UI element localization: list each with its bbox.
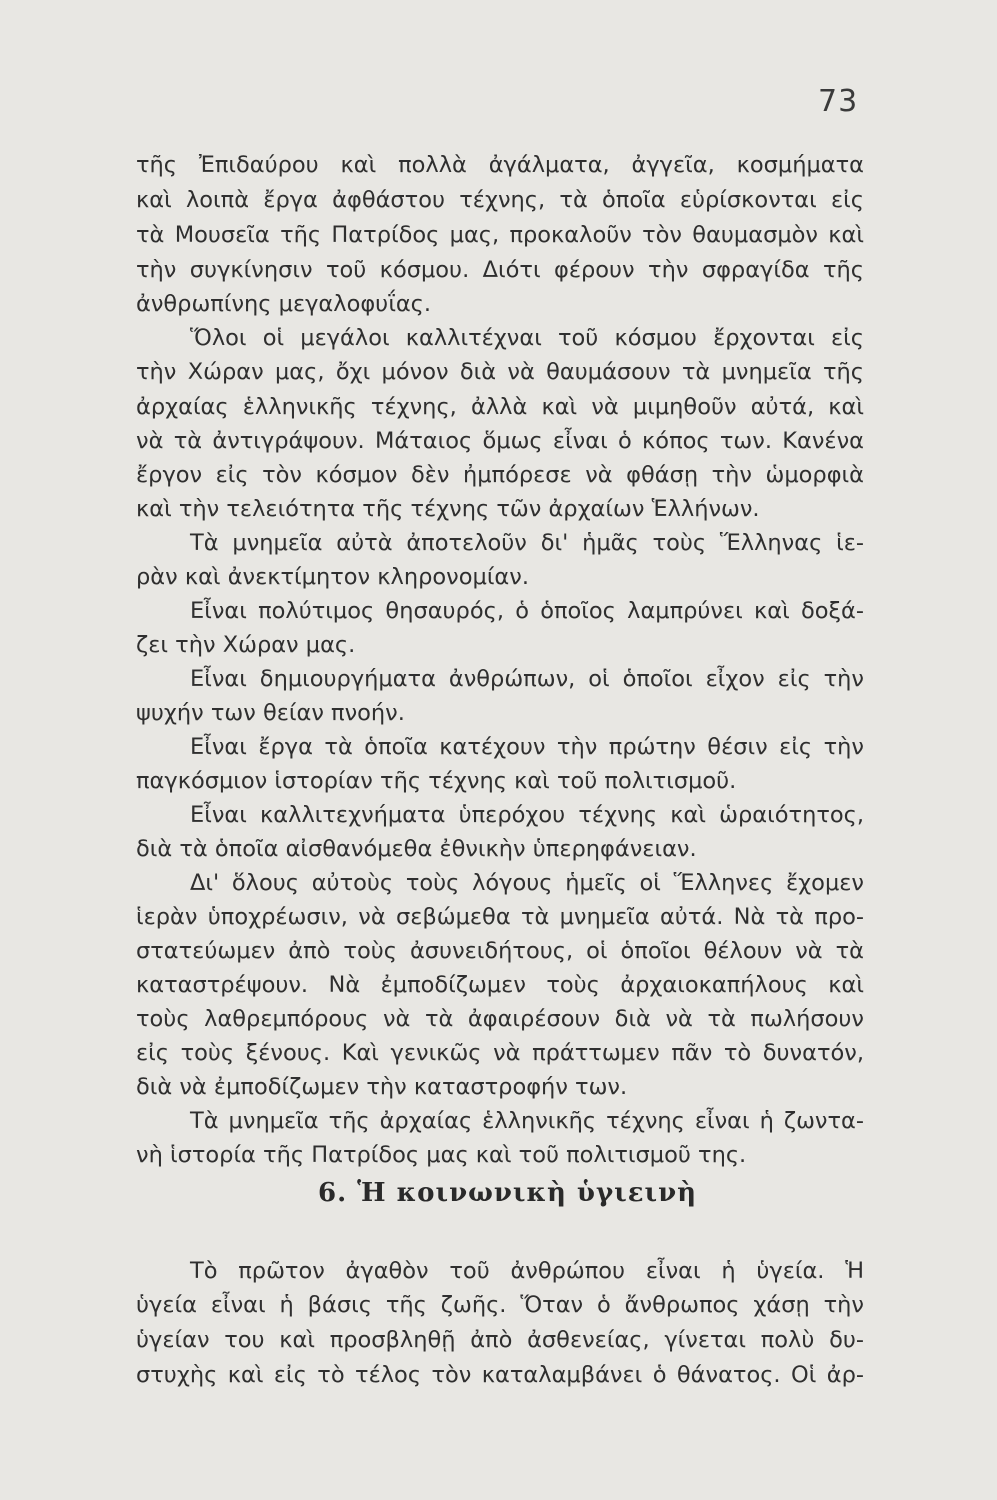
text-line: τῆς Ἐπιδαύρου καὶ πολλὰ ἀγάλματα, ἀγγεῖα, κοσμήματα (136, 152, 864, 178)
text-line: ἔργον εἰς τὸν κόσμον δὲν ἠμπόρεσε νὰ φθάσῃ τὴν ὡμορφιὰ (136, 462, 864, 488)
text-line: ζει τὴν Χώραν μας. (136, 632, 356, 658)
text-line: ὑγείαν του καὶ προσβληθῇ ἀπὸ ἀσθενείας, γίνεται πολὺ δυ- (136, 1327, 864, 1353)
text-line: καὶ λοιπὰ ἔργα ἀφθάστου τέχνης, τὰ ὁποῖα εὑρίσκονται εἰς (136, 187, 864, 213)
text-line: εἰς τοὺς ξένους. Καὶ γενικῶς νὰ πράττωμεν πᾶν τὸ δυνατόν, (136, 1040, 864, 1066)
paragraph-first-line: Εἶναι καλλιτεχνήματα ὑπερόχου τέχνης καὶ ὡραιότητος, (190, 802, 864, 828)
paragraph-first-line: Τὸ πρῶτον ἀγαθὸν τοῦ ἀνθρώπου εἶναι ἡ ὑγεία. Ἡ (190, 1258, 864, 1284)
text-line: ὑγεία εἶναι ἡ βάσις τῆς ζωῆς. Ὅταν ὁ ἄνθρωπος χάσῃ τὴν (136, 1292, 864, 1318)
section-heading (318, 1178, 697, 1208)
paragraph-first-line: Δι' ὅλους αὐτοὺς τοὺς λόγους ἡμεῖς οἱ Ἕλληνες ἔχομεν (190, 870, 864, 896)
paragraph-first-line: Εἶναι δημιουργήματα ἀνθρώπων, οἱ ὁποῖοι εἶχον εἰς τὴν (190, 666, 864, 692)
text-line: παγκόσμιον ἱστορίαν τῆς τέχνης καὶ τοῦ πολιτισμοῦ. (136, 768, 737, 794)
text-line: νὴ ἱστορία τῆς Πατρίδος μας καὶ τοῦ πολιτισμοῦ της. (136, 1142, 747, 1168)
section-title: Ἡ κοινωνικὴ ὑγιεινὴ (357, 1178, 698, 1208)
text-line: τὰ Μουσεῖα τῆς Πατρίδος μας, προκαλοῦν τὸν θαυμασμὸν καὶ (136, 222, 864, 248)
paragraph-first-line: Εἶναι ἔργα τὰ ὁποῖα κατέχουν τὴν πρώτην θέσιν εἰς τὴν (190, 734, 864, 760)
paragraph-first-line: Τὰ μνημεῖα αὐτὰ ἀποτελοῦν δι' ἡμᾶς τοὺς Ἕλληνας ἱε- (190, 530, 864, 556)
text-line: τοὺς λαθρεμπόρους νὰ τὰ ἀφαιρέσουν διὰ νὰ τὰ πωλήσουν (136, 1006, 864, 1032)
text-line: διὰ νὰ ἐμποδίζωμεν τὴν καταστροφήν των. (136, 1074, 628, 1100)
page-number: 73 (818, 84, 859, 119)
text-line: τὴν συγκίνησιν τοῦ κόσμου. Διότι φέρουν τὴν σφραγίδα τῆς (136, 257, 864, 283)
text-line: καὶ τὴν τελειότητα τῆς τέχνης τῶν ἀρχαίων Ἑλλήνων. (136, 496, 760, 522)
text-line: νὰ τὰ ἀντιγράψουν. Μάταιος ὅμως εἶναι ὁ κόπος των. Κανένα (136, 428, 864, 454)
text-line: ρὰν καὶ ἀνεκτίμητον κληρονομίαν. (136, 564, 529, 590)
section-number: 6. (318, 1178, 348, 1208)
paragraph-first-line: Ὅλοι οἱ μεγάλοι καλλιτέχναι τοῦ κόσμου ἔρχονται εἰς (190, 325, 864, 351)
text-line: καταστρέψουν. Νὰ ἐμποδίζωμεν τοὺς ἀρχαιοκαπήλους καὶ (136, 972, 864, 998)
text-line: στυχὴς καὶ εἰς τὸ τέλος τὸν καταλαμβάνει ὁ θάνατος. Οἱ ἀρ- (136, 1362, 864, 1388)
text-line: διὰ τὰ ὁποῖα αἰσθανόμεθα ἐθνικὴν ὑπερηφάνειαν. (136, 836, 697, 862)
text-line: τὴν Χώραν μας, ὄχι μόνον διὰ νὰ θαυμάσουν τὰ μνημεῖα τῆς (136, 359, 864, 385)
text-line: ἀρχαίας ἑλληνικῆς τέχνης, ἀλλὰ καὶ νὰ μιμηθοῦν αὐτά, καὶ (136, 394, 864, 420)
text-line: στατεύωμεν ἀπὸ τοὺς ἀσυνειδήτους, οἱ ὁποῖοι θέλουν νὰ τὰ (136, 938, 864, 964)
paragraph-first-line: Τὰ μνημεῖα τῆς ἀρχαίας ἑλληνικῆς τέχνης εἶναι ἡ ζωντα- (190, 1108, 864, 1134)
paragraph-first-line: Εἶναι πολύτιμος θησαυρός, ὁ ὁποῖος λαμπρύνει καὶ δοξά- (190, 598, 864, 624)
text-line: ἀνθρωπίνης μεγαλοφυΐας. (136, 291, 432, 317)
text-line: ἱερὰν ὑποχρέωσιν, νὰ σεβώμεθα τὰ μνημεῖα αὐτά. Νὰ τὰ προ- (136, 904, 864, 930)
text-line: ψυχήν των θείαν πνοήν. (136, 700, 405, 726)
